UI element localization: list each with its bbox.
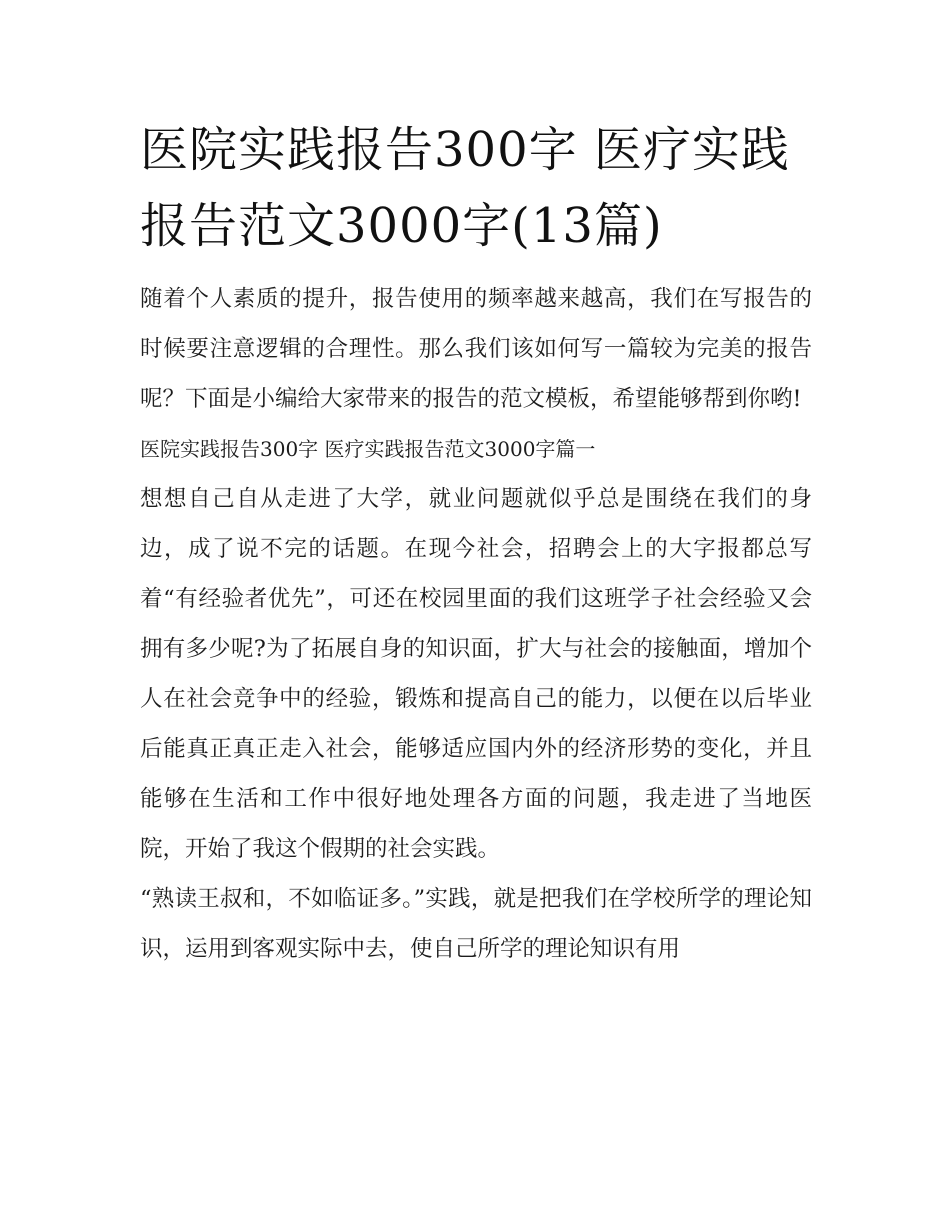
intro-paragraph: 随着个人素质的提升，报告使用的频率越来越高，我们在写报告的时候要注意逻辑的合理性。那么我们该如何写一篇较为完美的报告呢？下面是小编给大家带来的报告的范文模板，希望能够帮到你哟!: [140, 286, 812, 412]
body-paragraph-2: “熟读王叔和，不如临证多。”实践，就是把我们在学校所学的理论知识，运用到客观实际中去，使自己所学的理论知识有用: [140, 886, 812, 962]
document-body: [140, 112, 812, 974]
body-paragraph-1: 想想自己自从走进了大学，就业问题就似乎总是围绕在我们的身边，成了说不完的话题。在现今社会，招聘会上的大字报都总写着“有经验者优先”，可还在校园里面的我们这班学子社会经验又会拥有多少呢?为了拓展自身的知识面，扩大与社会的接触面，增加个人在社会竞争中的经验，锻炼和提高自己的能力，以便在以后毕业后能真正真正走入社会，能够适应国内外的经济形势的变化，并且能够在生活和工作中很好地处理各方面的问题，我走进了当地医院，开始了我这个假期的社会实践。: [140, 486, 812, 862]
document-title: 医院实践报告300字 医疗实践报告范文3000字(13篇): [140, 122, 790, 254]
section-heading: 医院实践报告300字 医疗实践报告范文3000字篇一: [140, 437, 596, 461]
